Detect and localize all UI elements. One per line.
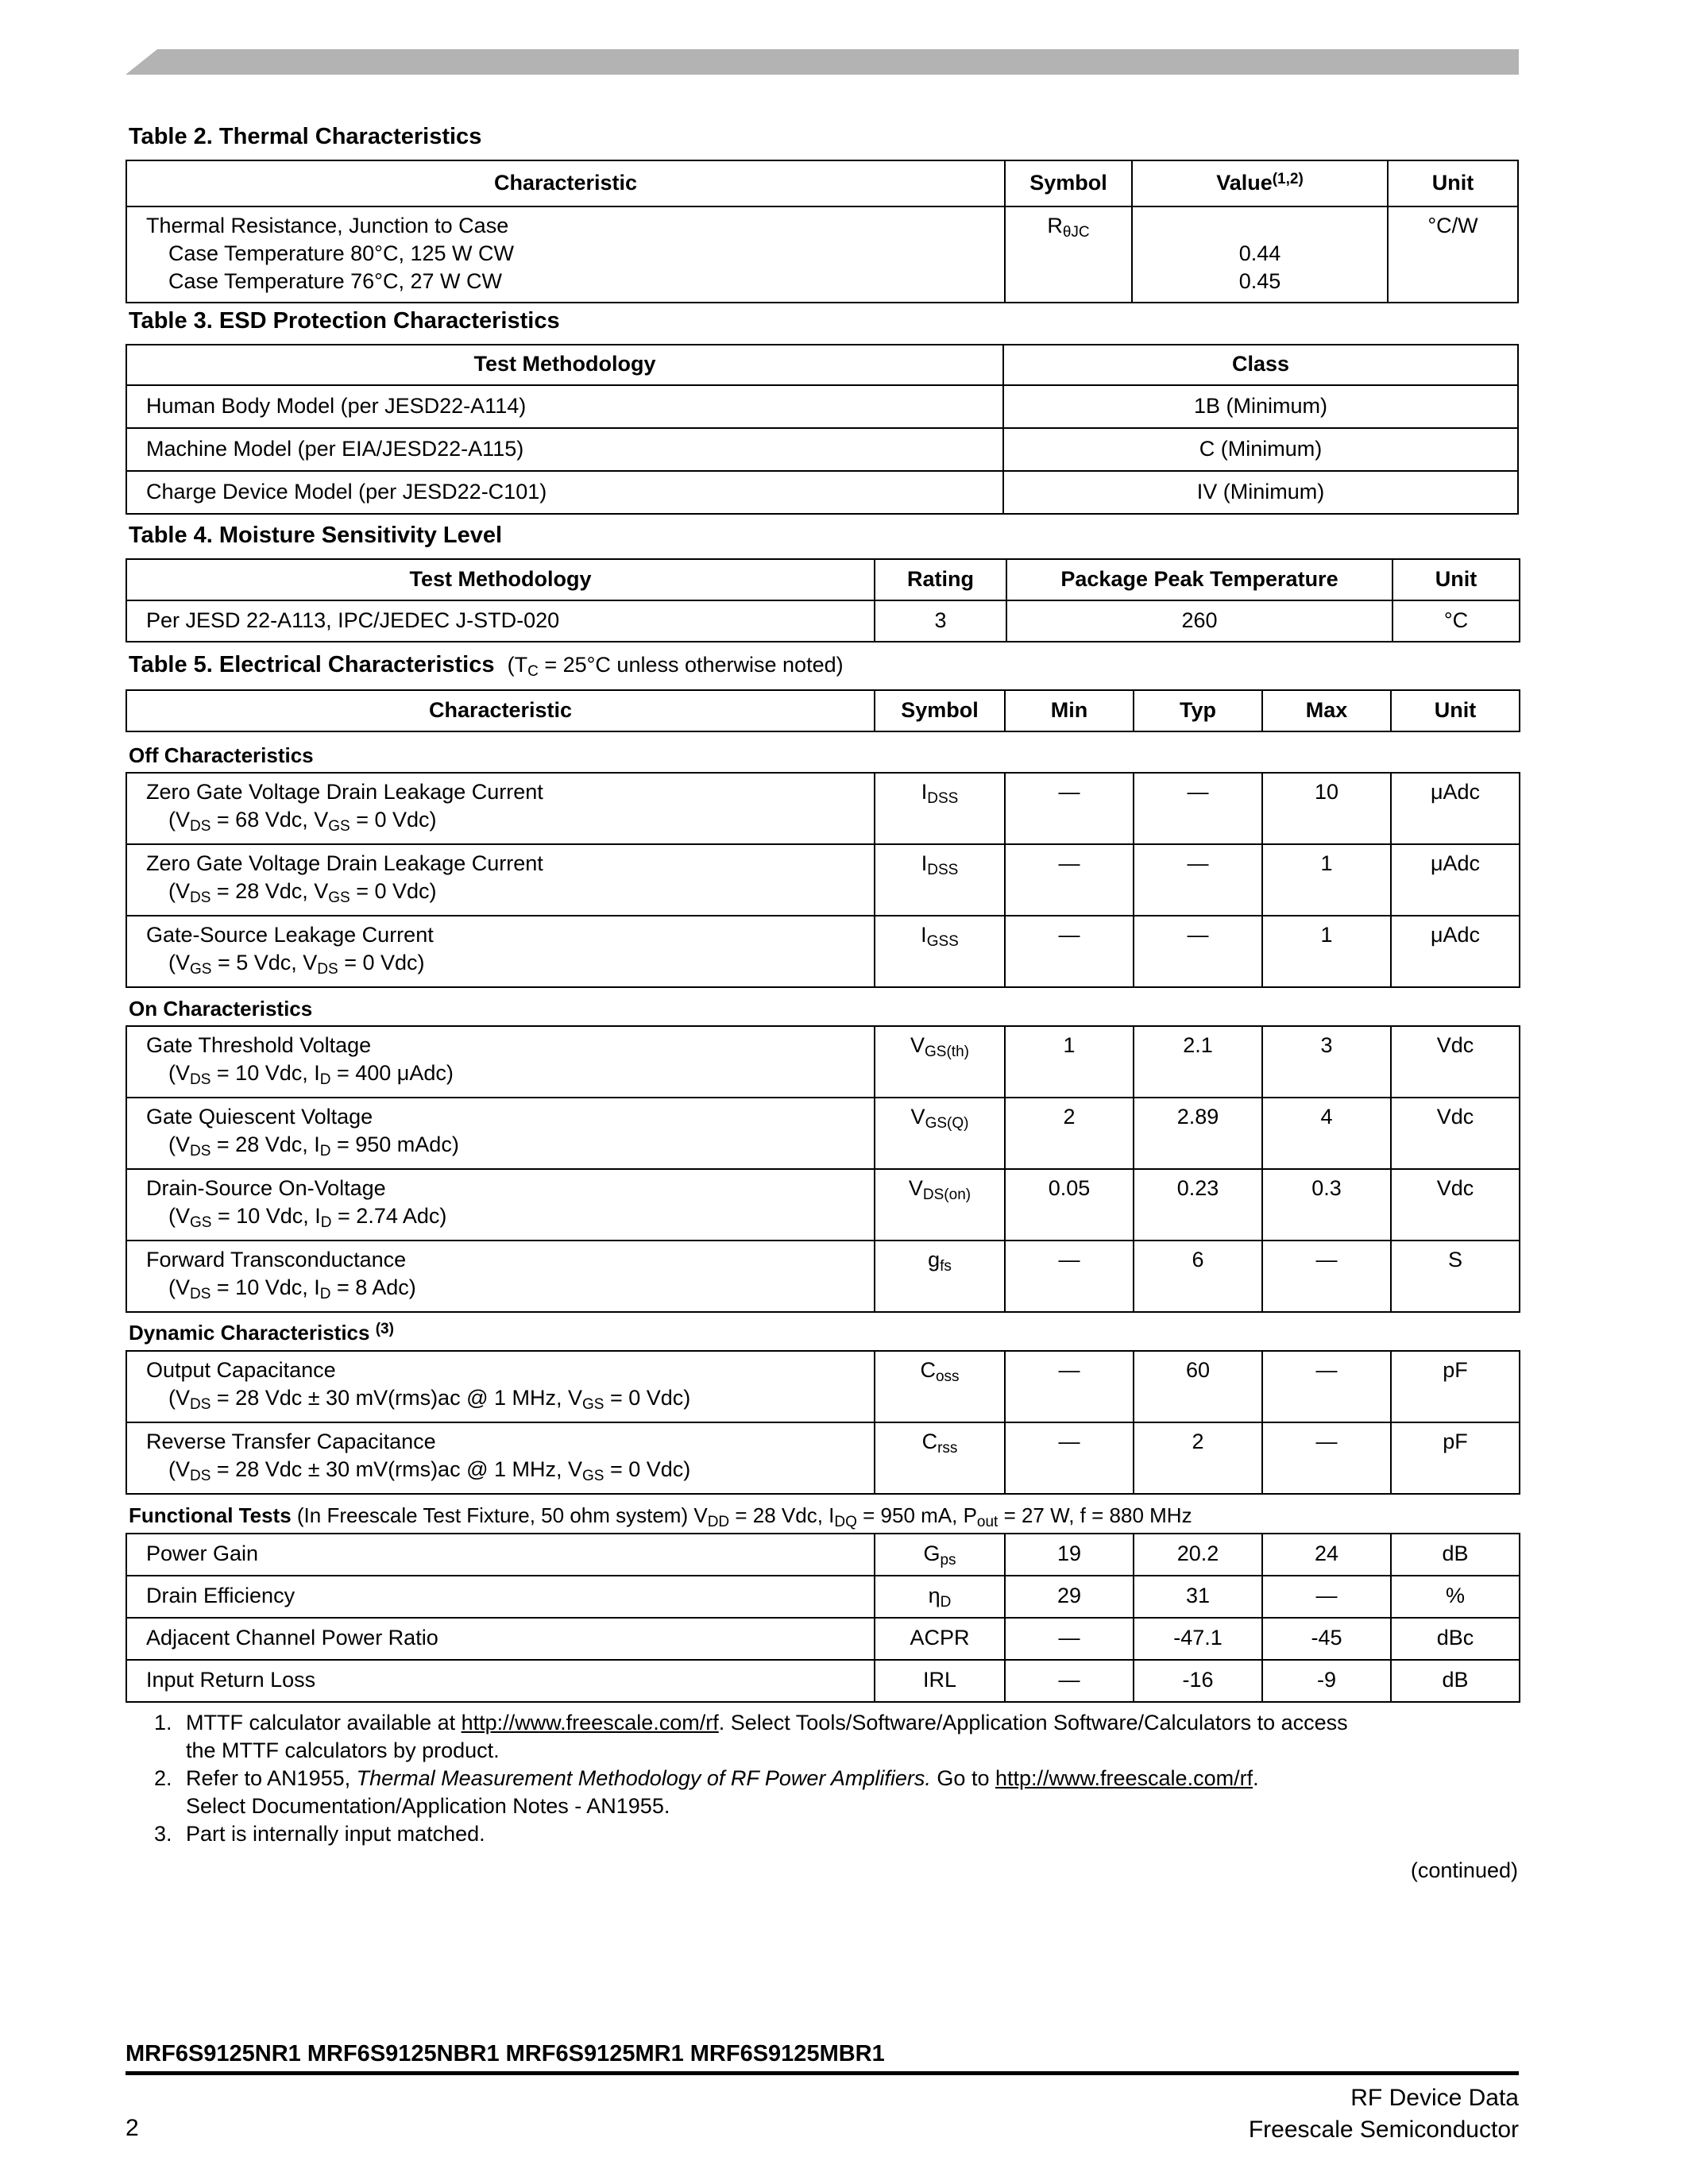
footer-part-numbers: MRF6S9125NR1 MRF6S9125NBR1 MRF6S9125MR1 MRF6S9125MBR1 — [126, 2041, 885, 2066]
page-number: 2 — [126, 2115, 139, 2141]
max-cell: -9 — [1262, 1660, 1391, 1702]
symbol-cell: $V_{DS(on)}$ — [875, 1169, 1005, 1241]
characteristic-cell: Adjacent Channel Power Ratio — [126, 1618, 875, 1660]
table-row — [126, 1660, 1520, 1702]
symbol-cell: ACPR — [875, 1618, 1005, 1660]
col-header: Value$^{(1,2)}$ — [1132, 160, 1388, 206]
table-row — [126, 1098, 1520, 1169]
max-cell: — — [1262, 1576, 1391, 1618]
characteristic-cell: Forward Transconductance ($V_{DS} = 10$ Vdc, $I_D = 8$ Adc) — [126, 1241, 875, 1312]
table-row: Machine Model (per EIA/JESD22-A115) C (Minimum) — [126, 428, 1518, 471]
typ-cell: — — [1134, 844, 1262, 916]
characteristic-cell: Drain-Source On-Voltage ($V_{GS} = 10$ Vdc, $I_D = 2.74$ Adc) — [126, 1169, 875, 1241]
max-cell: 1 — [1262, 844, 1391, 916]
table-row: Charge Device Model (per JESD22-C101) IV (Minimum) — [126, 471, 1518, 514]
footnote-2: 2. Refer to AN1955, Thermal Measurement Methodology of RF Power Amplifiers. Go to http://www.freescale.com/rf. Select Documentation/Application Notes - AN1955. — [154, 1766, 1259, 1818]
footer-line-1: RF Device Data — [1350, 2085, 1519, 2111]
min-cell: — — [1005, 844, 1134, 916]
unit-cell: μAdc — [1391, 773, 1520, 844]
table-row — [126, 1241, 1520, 1312]
characteristic-cell: Gate Threshold Voltage ($V_{DS} = 10$ Vdc, $I_D = 400$ μAdc) — [126, 1026, 875, 1098]
unit-cell: °C/W — [1388, 206, 1518, 303]
symbol-cell: $G_{ps}$ — [875, 1534, 1005, 1576]
max-cell: 10 — [1262, 773, 1391, 844]
characteristic-cell: Drain Efficiency — [126, 1576, 875, 1618]
characteristic-cell: Output Capacitance ($V_{DS} = 28$ Vdc ± 30 mV(rms)ac @ 1 MHz, $V_{GS} = 0$ Vdc) — [126, 1351, 875, 1422]
typ-cell: 2.1 — [1134, 1026, 1262, 1098]
unit-cell: pF — [1391, 1351, 1520, 1422]
table3-caption: Table 3. ESD Protection Characteristics — [129, 308, 560, 334]
min-cell: 0.05 — [1005, 1169, 1134, 1241]
table-row — [126, 1169, 1520, 1241]
off-characteristics-table — [126, 772, 1520, 988]
table-row — [126, 916, 1520, 987]
footnote-1: 1. MTTF calculator available at http://www.freescale.com/rf. Select Tools/Software/Application Software/Calculators to access the MTTF calculators by product. — [154, 1711, 1348, 1762]
min-cell: — — [1005, 1351, 1134, 1422]
max-cell: -45 — [1262, 1618, 1391, 1660]
min-cell: 2 — [1005, 1098, 1134, 1169]
on-characteristics-table — [126, 1025, 1520, 1313]
typ-cell: 60 — [1134, 1351, 1262, 1422]
typ-cell: -47.1 — [1134, 1618, 1262, 1660]
symbol-cell: $C_{oss}$ — [875, 1351, 1005, 1422]
characteristic-cell: Gate-Source Leakage Current ($V_{GS} = 5$ Vdc, $V_{DS} = 0$ Vdc) — [126, 916, 875, 987]
table-row — [126, 206, 1518, 303]
symbol-cell: $g_{fs}$ — [875, 1241, 1005, 1312]
footer-rule — [126, 2071, 1519, 2075]
dynamic-characteristics-title: Dynamic Characteristics $^{(3)}$ — [129, 1321, 394, 1345]
freescale-link[interactable]: http://www.freescale.com/rf — [461, 1711, 719, 1734]
col-header: Symbol — [875, 690, 1005, 731]
col-header: Unit — [1388, 160, 1518, 206]
unit-cell: pF — [1391, 1422, 1520, 1494]
table2-caption: Table 2. Thermal Characteristics — [129, 124, 482, 149]
header-bar — [126, 49, 1519, 75]
typ-cell: 31 — [1134, 1576, 1262, 1618]
unit-cell: μAdc — [1391, 844, 1520, 916]
table-row — [126, 1026, 1520, 1098]
table-row — [126, 1618, 1520, 1660]
freescale-link[interactable]: http://www.freescale.com/rf — [995, 1766, 1253, 1790]
col-header: Rating — [875, 559, 1006, 600]
max-cell: 24 — [1262, 1534, 1391, 1576]
col-header: Typ — [1134, 690, 1262, 731]
min-cell: 1 — [1005, 1026, 1134, 1098]
col-header: Max — [1262, 690, 1391, 731]
characteristic-cell: Gate Quiescent Voltage ($V_{DS} = 28$ Vdc, $I_D = 950$ mAdc) — [126, 1098, 875, 1169]
characteristic-cell: Input Return Loss — [126, 1660, 875, 1702]
unit-cell: dBc — [1391, 1618, 1520, 1660]
unit-cell: dB — [1391, 1534, 1520, 1576]
max-cell: 4 — [1262, 1098, 1391, 1169]
symbol-cell: $\eta_D$ — [875, 1576, 1005, 1618]
unit-cell: μAdc — [1391, 916, 1520, 987]
symbol-cell: $I_{DSS}$ — [875, 773, 1005, 844]
typ-cell: 20.2 — [1134, 1534, 1262, 1576]
col-header: Min — [1005, 690, 1134, 731]
col-header: Test Methodology — [126, 345, 1003, 385]
characteristic-cell: Reverse Transfer Capacitance ($V_{DS} = 28$ Vdc ± 30 mV(rms)ac @ 1 MHz, $V_{GS} = 0$ Vdc) — [126, 1422, 875, 1494]
col-header: Characteristic — [126, 690, 875, 731]
table4-caption: Table 4. Moisture Sensitivity Level — [129, 523, 503, 548]
footnotes — [154, 1709, 1505, 1848]
unit-cell: Vdc — [1391, 1098, 1520, 1169]
symbol-cell: $R_{\theta JC}$ — [1005, 206, 1132, 303]
max-cell: 1 — [1262, 916, 1391, 987]
symbol-cell: $V_{GS(Q)}$ — [875, 1098, 1005, 1169]
dynamic-characteristics-table — [126, 1350, 1520, 1495]
typ-cell: 0.23 — [1134, 1169, 1262, 1241]
unit-cell: Vdc — [1391, 1026, 1520, 1098]
typ-cell: -16 — [1134, 1660, 1262, 1702]
characteristic-cell: Power Gain — [126, 1534, 875, 1576]
table-row — [126, 1351, 1520, 1422]
table-row: Human Body Model (per JESD22-A114) 1B (Minimum) — [126, 385, 1518, 428]
col-header: Package Peak Temperature — [1006, 559, 1393, 600]
footnote-3: 3. Part is internally input matched. — [154, 1822, 485, 1846]
col-header: Unit — [1391, 690, 1520, 731]
min-cell: 19 — [1005, 1534, 1134, 1576]
unit-cell: % — [1391, 1576, 1520, 1618]
unit-cell: S — [1391, 1241, 1520, 1312]
table5-caption: Table 5. Electrical Characteristics ($T_C = 25^\circ C$ unless otherwise noted) — [129, 652, 844, 680]
table-row: Per JESD 22-A113, IPC/JEDEC J-STD-020 3 260 °C — [126, 600, 1520, 642]
characteristic-cell: Zero Gate Voltage Drain Leakage Current ($V_{DS} = 28$ Vdc, $V_{GS} = 0$ Vdc) — [126, 844, 875, 916]
typ-cell: — — [1134, 916, 1262, 987]
table-row — [126, 1534, 1520, 1576]
typ-cell: 2 — [1134, 1422, 1262, 1494]
max-cell: — — [1262, 1351, 1391, 1422]
col-header: Symbol — [1005, 160, 1132, 206]
thermal-table — [126, 160, 1519, 303]
typ-cell: 6 — [1134, 1241, 1262, 1312]
min-cell: — — [1005, 916, 1134, 987]
symbol-cell: IRL — [875, 1660, 1005, 1702]
esd-table — [126, 344, 1519, 515]
moisture-table — [126, 558, 1520, 642]
unit-cell: Vdc — [1391, 1169, 1520, 1241]
col-header: Characteristic — [126, 160, 1005, 206]
continued-label: (continued) — [1410, 1858, 1518, 1882]
max-cell: — — [1262, 1422, 1391, 1494]
typ-cell: — — [1134, 773, 1262, 844]
col-header: Test Methodology — [126, 559, 875, 600]
max-cell: 0.3 — [1262, 1169, 1391, 1241]
min-cell: 29 — [1005, 1576, 1134, 1618]
symbol-cell: $I_{DSS}$ — [875, 844, 1005, 916]
symbol-cell: $V_{GS(th)}$ — [875, 1026, 1005, 1098]
footer-line-2: Freescale Semiconductor — [1248, 2116, 1519, 2143]
col-header: Class — [1003, 345, 1518, 385]
max-cell: 3 — [1262, 1026, 1391, 1098]
typ-cell: 2.89 — [1134, 1098, 1262, 1169]
table-row — [126, 1576, 1520, 1618]
table-row — [126, 1422, 1520, 1494]
on-characteristics-title: On Characteristics — [129, 997, 313, 1021]
characteristic-cell: Zero Gate Voltage Drain Leakage Current ($V_{DS} = 68$ Vdc, $V_{GS} = 0$ Vdc) — [126, 773, 875, 844]
min-cell: — — [1005, 1618, 1134, 1660]
footer-company — [1249, 2082, 1519, 2146]
table-row — [126, 844, 1520, 916]
min-cell: — — [1005, 1241, 1134, 1312]
min-cell: — — [1005, 773, 1134, 844]
value-cell: 0.44 0.45 — [1132, 206, 1388, 303]
electrical-table-header — [126, 689, 1520, 732]
min-cell: — — [1005, 1422, 1134, 1494]
col-header: Unit — [1393, 559, 1520, 600]
min-cell: — — [1005, 1660, 1134, 1702]
functional-tests-title: Functional Tests (In Freescale Test Fixture, 50 ohm system) $V_{DD} = 28$ Vdc, $I_{DQ} = 950$ mA, $P_{out} = 27$ W, f = 880 MHz — [129, 1503, 1192, 1530]
functional-tests-table — [126, 1533, 1520, 1703]
characteristic-cell: Thermal Resistance, Junction to Case Case Temperature 80°C, 125 W CW Case Temperature 76°C, 27 W CW — [126, 206, 1005, 303]
symbol-cell: $C_{rss}$ — [875, 1422, 1005, 1494]
table-row — [126, 773, 1520, 844]
off-characteristics-title: Off Characteristics — [129, 743, 314, 767]
max-cell: — — [1262, 1241, 1391, 1312]
symbol-cell: $I_{GSS}$ — [875, 916, 1005, 987]
unit-cell: dB — [1391, 1660, 1520, 1702]
